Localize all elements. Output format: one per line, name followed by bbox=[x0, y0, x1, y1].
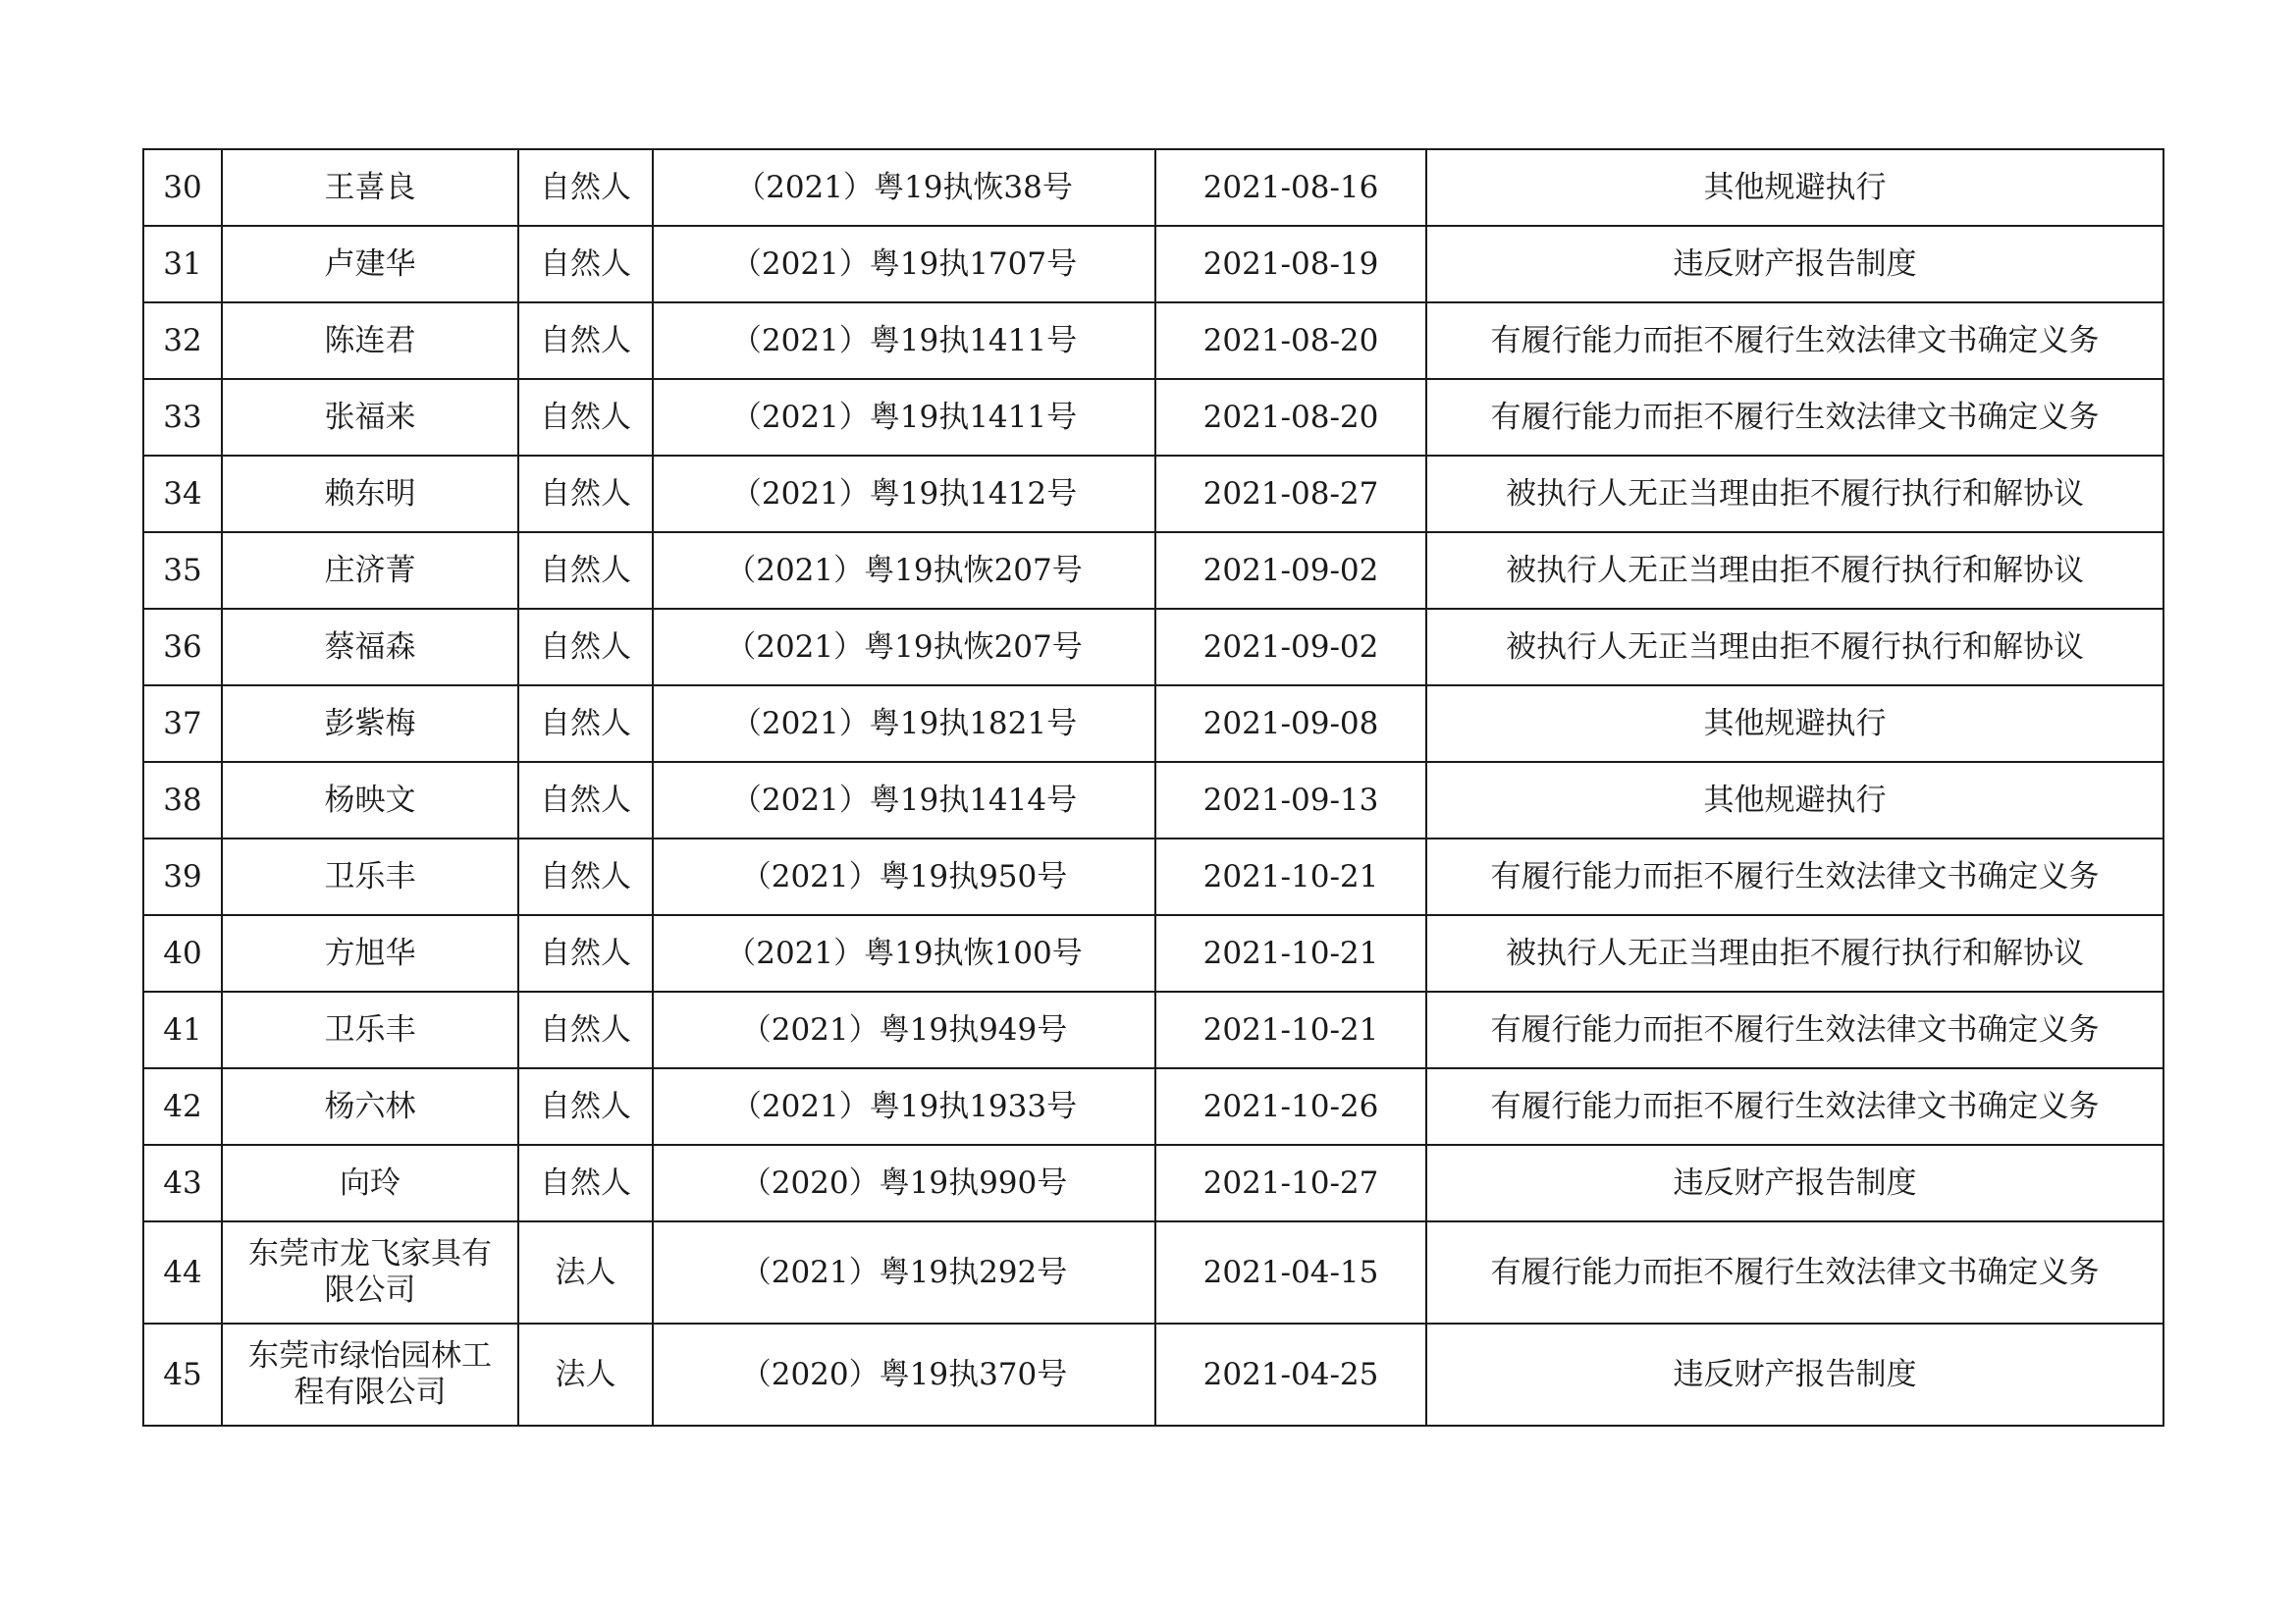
case-number: （2020）粤19执990号 bbox=[740, 1164, 1068, 1201]
dishonesty-reason-cell bbox=[1426, 839, 2163, 915]
case-number: （2021）粤19执1933号 bbox=[730, 1088, 1078, 1124]
dishonest-debtor-table bbox=[142, 148, 2164, 1427]
dishonesty-reason: 有履行能力而拒不履行生效法律文书确定义务 bbox=[1490, 1254, 2100, 1290]
party-name: 杨六林 bbox=[324, 1088, 416, 1124]
party-type-cell bbox=[518, 992, 653, 1068]
party-name: 东莞市龙飞家具有限公司 bbox=[248, 1236, 492, 1308]
party-name-cell bbox=[222, 379, 518, 456]
party-type: 自然人 bbox=[540, 322, 631, 358]
publish-date: 2021-10-21 bbox=[1202, 858, 1379, 894]
party-name: 卫乐丰 bbox=[324, 1011, 416, 1048]
table-row bbox=[143, 302, 2163, 379]
party-name-cell bbox=[222, 149, 518, 226]
row-number: 30 bbox=[163, 169, 202, 205]
publish-date: 2021-09-13 bbox=[1202, 782, 1379, 818]
publish-date-cell bbox=[1155, 379, 1426, 456]
row-number: 34 bbox=[163, 475, 202, 512]
case-number: （2021）粤19执恢38号 bbox=[735, 169, 1073, 205]
party-type: 自然人 bbox=[540, 1088, 631, 1124]
row-number: 45 bbox=[163, 1356, 202, 1392]
publish-date-cell bbox=[1155, 915, 1426, 992]
dishonesty-reason-cell bbox=[1426, 685, 2163, 762]
row-number: 36 bbox=[163, 628, 202, 665]
row-number-cell bbox=[143, 762, 222, 839]
party-name: 庄济菁 bbox=[324, 552, 416, 588]
table-row bbox=[143, 226, 2163, 302]
publish-date-cell bbox=[1155, 456, 1426, 532]
party-type-cell bbox=[518, 302, 653, 379]
dishonesty-reason-cell bbox=[1426, 302, 2163, 379]
row-number: 35 bbox=[163, 552, 202, 588]
table-row bbox=[143, 915, 2163, 992]
publish-date: 2021-09-02 bbox=[1202, 552, 1379, 588]
row-number-cell bbox=[143, 1068, 222, 1145]
party-name: 王喜良 bbox=[324, 169, 416, 205]
party-type: 自然人 bbox=[540, 628, 631, 665]
party-name-cell bbox=[222, 992, 518, 1068]
table-row bbox=[143, 685, 2163, 762]
publish-date-cell bbox=[1155, 532, 1426, 609]
case-number: （2021）粤19执1411号 bbox=[730, 322, 1078, 358]
case-number: （2020）粤19执370号 bbox=[740, 1356, 1068, 1392]
table-row bbox=[143, 456, 2163, 532]
case-number: （2021）粤19执949号 bbox=[740, 1011, 1068, 1048]
row-number-cell bbox=[143, 302, 222, 379]
party-name: 向玲 bbox=[340, 1164, 400, 1201]
table-row bbox=[143, 1221, 2163, 1324]
case-number-cell bbox=[653, 1221, 1155, 1324]
party-type-cell bbox=[518, 915, 653, 992]
publish-date: 2021-10-21 bbox=[1202, 1011, 1379, 1048]
party-name-cell bbox=[222, 1068, 518, 1145]
row-number: 44 bbox=[163, 1254, 202, 1290]
party-name-cell bbox=[222, 532, 518, 609]
party-name: 方旭华 bbox=[324, 935, 416, 971]
party-name-cell bbox=[222, 839, 518, 915]
party-name: 彭紫梅 bbox=[324, 705, 416, 741]
party-name-cell bbox=[222, 609, 518, 685]
case-number-cell bbox=[653, 762, 1155, 839]
publish-date-cell bbox=[1155, 1145, 1426, 1221]
dishonesty-reason: 被执行人无正当理由拒不履行执行和解协议 bbox=[1506, 552, 2084, 588]
publish-date-cell bbox=[1155, 685, 1426, 762]
party-type-cell bbox=[518, 609, 653, 685]
row-number: 41 bbox=[163, 1011, 202, 1048]
row-number-cell bbox=[143, 685, 222, 762]
party-name: 赖东明 bbox=[324, 475, 416, 512]
party-type: 自然人 bbox=[540, 475, 631, 512]
party-type: 自然人 bbox=[540, 858, 631, 894]
dishonesty-reason: 其他规避执行 bbox=[1703, 782, 1887, 818]
case-number: （2021）粤19执恢100号 bbox=[725, 935, 1083, 971]
publish-date: 2021-04-25 bbox=[1202, 1356, 1379, 1392]
party-type: 法人 bbox=[555, 1254, 616, 1290]
publish-date-cell bbox=[1155, 226, 1426, 302]
row-number-cell bbox=[143, 1221, 222, 1324]
party-name-cell bbox=[222, 1145, 518, 1221]
party-type: 自然人 bbox=[540, 1164, 631, 1201]
table-body bbox=[143, 149, 2163, 1426]
publish-date-cell bbox=[1155, 1324, 1426, 1426]
row-number-cell bbox=[143, 226, 222, 302]
party-type: 自然人 bbox=[540, 705, 631, 741]
party-type: 法人 bbox=[555, 1356, 616, 1392]
case-number-cell bbox=[653, 1068, 1155, 1145]
party-type-cell bbox=[518, 1324, 653, 1426]
party-name-cell bbox=[222, 915, 518, 992]
publish-date: 2021-10-26 bbox=[1202, 1088, 1379, 1124]
dishonesty-reason-cell bbox=[1426, 915, 2163, 992]
row-number-cell bbox=[143, 609, 222, 685]
party-name-cell bbox=[222, 226, 518, 302]
party-type-cell bbox=[518, 149, 653, 226]
party-name-cell bbox=[222, 762, 518, 839]
publish-date-cell bbox=[1155, 839, 1426, 915]
publish-date: 2021-08-19 bbox=[1202, 245, 1379, 282]
dishonesty-reason: 有履行能力而拒不履行生效法律文书确定义务 bbox=[1490, 1011, 2100, 1048]
party-type-cell bbox=[518, 379, 653, 456]
party-type: 自然人 bbox=[540, 169, 631, 205]
dishonesty-reason: 有履行能力而拒不履行生效法律文书确定义务 bbox=[1490, 399, 2100, 435]
row-number-cell bbox=[143, 915, 222, 992]
case-number: （2021）粤19执1412号 bbox=[730, 475, 1078, 512]
party-type-cell bbox=[518, 1221, 653, 1324]
party-type-cell bbox=[518, 685, 653, 762]
party-name: 蔡福森 bbox=[324, 628, 416, 665]
party-type-cell bbox=[518, 1068, 653, 1145]
party-name-cell bbox=[222, 1324, 518, 1426]
dishonesty-reason-cell bbox=[1426, 1324, 2163, 1426]
party-type: 自然人 bbox=[540, 552, 631, 588]
party-type: 自然人 bbox=[540, 399, 631, 435]
row-number-cell bbox=[143, 532, 222, 609]
row-number-cell bbox=[143, 839, 222, 915]
row-number: 43 bbox=[163, 1164, 202, 1201]
party-type-cell bbox=[518, 456, 653, 532]
row-number: 31 bbox=[163, 245, 202, 282]
dishonesty-reason-cell bbox=[1426, 762, 2163, 839]
publish-date: 2021-08-16 bbox=[1202, 169, 1379, 205]
case-number: （2021）粤19执292号 bbox=[740, 1254, 1068, 1290]
publish-date: 2021-08-27 bbox=[1202, 475, 1379, 512]
dishonesty-reason-cell bbox=[1426, 992, 2163, 1068]
case-number-cell bbox=[653, 149, 1155, 226]
case-number: （2021）粤19执1707号 bbox=[730, 245, 1078, 282]
party-type-cell bbox=[518, 532, 653, 609]
dishonesty-reason: 有履行能力而拒不履行生效法律文书确定义务 bbox=[1490, 1088, 2100, 1124]
party-name-cell bbox=[222, 456, 518, 532]
dishonesty-reason: 有履行能力而拒不履行生效法律文书确定义务 bbox=[1490, 858, 2100, 894]
party-name-cell bbox=[222, 685, 518, 762]
party-type-cell bbox=[518, 1145, 653, 1221]
table-row bbox=[143, 762, 2163, 839]
publish-date-cell bbox=[1155, 1068, 1426, 1145]
case-number: （2021）粤19执1411号 bbox=[730, 399, 1078, 435]
party-type-cell bbox=[518, 226, 653, 302]
table-row bbox=[143, 609, 2163, 685]
row-number: 40 bbox=[163, 935, 202, 971]
case-number-cell bbox=[653, 915, 1155, 992]
party-type: 自然人 bbox=[540, 1011, 631, 1048]
publish-date: 2021-04-15 bbox=[1202, 1254, 1379, 1290]
table-row bbox=[143, 1068, 2163, 1145]
party-name: 张福来 bbox=[324, 399, 416, 435]
publish-date: 2021-10-21 bbox=[1202, 935, 1379, 971]
case-number-cell bbox=[653, 226, 1155, 302]
case-number: （2021）粤19执恢207号 bbox=[725, 552, 1083, 588]
dishonesty-reason: 违反财产报告制度 bbox=[1673, 245, 1917, 282]
case-number-cell bbox=[653, 456, 1155, 532]
case-number-cell bbox=[653, 839, 1155, 915]
dishonesty-reason-cell bbox=[1426, 226, 2163, 302]
dishonesty-reason-cell bbox=[1426, 1221, 2163, 1324]
table-row bbox=[143, 532, 2163, 609]
row-number: 32 bbox=[163, 322, 202, 358]
publish-date-cell bbox=[1155, 149, 1426, 226]
case-number-cell bbox=[653, 532, 1155, 609]
publish-date-cell bbox=[1155, 1221, 1426, 1324]
party-type-cell bbox=[518, 762, 653, 839]
row-number: 37 bbox=[163, 705, 202, 741]
dishonesty-reason-cell bbox=[1426, 379, 2163, 456]
case-number: （2021）粤19执950号 bbox=[740, 858, 1068, 894]
publish-date: 2021-09-02 bbox=[1202, 628, 1379, 665]
row-number-cell bbox=[143, 992, 222, 1068]
party-name-cell bbox=[222, 1221, 518, 1324]
publish-date: 2021-10-27 bbox=[1202, 1164, 1379, 1201]
party-name: 杨映文 bbox=[324, 782, 416, 818]
party-name: 东莞市绿怡园林工程有限公司 bbox=[248, 1338, 492, 1410]
table-row bbox=[143, 379, 2163, 456]
case-number-cell bbox=[653, 685, 1155, 762]
dishonesty-reason: 违反财产报告制度 bbox=[1673, 1356, 1917, 1392]
dishonesty-reason-cell bbox=[1426, 609, 2163, 685]
publish-date: 2021-08-20 bbox=[1202, 399, 1379, 435]
party-type-cell bbox=[518, 839, 653, 915]
dishonesty-reason: 违反财产报告制度 bbox=[1673, 1164, 1917, 1201]
case-number-cell bbox=[653, 1145, 1155, 1221]
publish-date: 2021-08-20 bbox=[1202, 322, 1379, 358]
dishonesty-reason: 被执行人无正当理由拒不履行执行和解协议 bbox=[1506, 628, 2084, 665]
party-type: 自然人 bbox=[540, 935, 631, 971]
party-type: 自然人 bbox=[540, 782, 631, 818]
dishonesty-reason-cell bbox=[1426, 456, 2163, 532]
dishonesty-reason-cell bbox=[1426, 1145, 2163, 1221]
dishonesty-reason-cell bbox=[1426, 532, 2163, 609]
table-row bbox=[143, 1324, 2163, 1426]
case-number: （2021）粤19执1414号 bbox=[730, 782, 1078, 818]
publish-date-cell bbox=[1155, 302, 1426, 379]
table-row bbox=[143, 149, 2163, 226]
row-number-cell bbox=[143, 379, 222, 456]
case-number-cell bbox=[653, 379, 1155, 456]
table-row bbox=[143, 1145, 2163, 1221]
row-number-cell bbox=[143, 149, 222, 226]
row-number: 38 bbox=[163, 782, 202, 818]
row-number: 39 bbox=[163, 858, 202, 894]
dishonesty-reason: 其他规避执行 bbox=[1703, 705, 1887, 741]
table-row bbox=[143, 992, 2163, 1068]
dishonesty-reason-cell bbox=[1426, 149, 2163, 226]
party-name: 卢建华 bbox=[324, 245, 416, 282]
case-number-cell bbox=[653, 992, 1155, 1068]
row-number: 33 bbox=[163, 399, 202, 435]
dishonesty-reason: 被执行人无正当理由拒不履行执行和解协议 bbox=[1506, 935, 2084, 971]
publish-date-cell bbox=[1155, 992, 1426, 1068]
case-number-cell bbox=[653, 1324, 1155, 1426]
case-number: （2021）粤19执1821号 bbox=[730, 705, 1078, 741]
party-name-cell bbox=[222, 302, 518, 379]
party-name: 陈连君 bbox=[324, 322, 416, 358]
table-row bbox=[143, 839, 2163, 915]
party-type: 自然人 bbox=[540, 245, 631, 282]
publish-date-cell bbox=[1155, 609, 1426, 685]
dishonesty-reason: 其他规避执行 bbox=[1703, 169, 1887, 205]
dishonesty-reason: 有履行能力而拒不履行生效法律文书确定义务 bbox=[1490, 322, 2100, 358]
row-number-cell bbox=[143, 456, 222, 532]
dishonesty-reason: 被执行人无正当理由拒不履行执行和解协议 bbox=[1506, 475, 2084, 512]
row-number: 42 bbox=[163, 1088, 202, 1124]
row-number-cell bbox=[143, 1324, 222, 1426]
publish-date: 2021-09-08 bbox=[1202, 705, 1379, 741]
case-number-cell bbox=[653, 302, 1155, 379]
case-number-cell bbox=[653, 609, 1155, 685]
publish-date-cell bbox=[1155, 762, 1426, 839]
row-number-cell bbox=[143, 1145, 222, 1221]
dishonesty-reason-cell bbox=[1426, 1068, 2163, 1145]
case-number: （2021）粤19执恢207号 bbox=[725, 628, 1083, 665]
party-name: 卫乐丰 bbox=[324, 858, 416, 894]
